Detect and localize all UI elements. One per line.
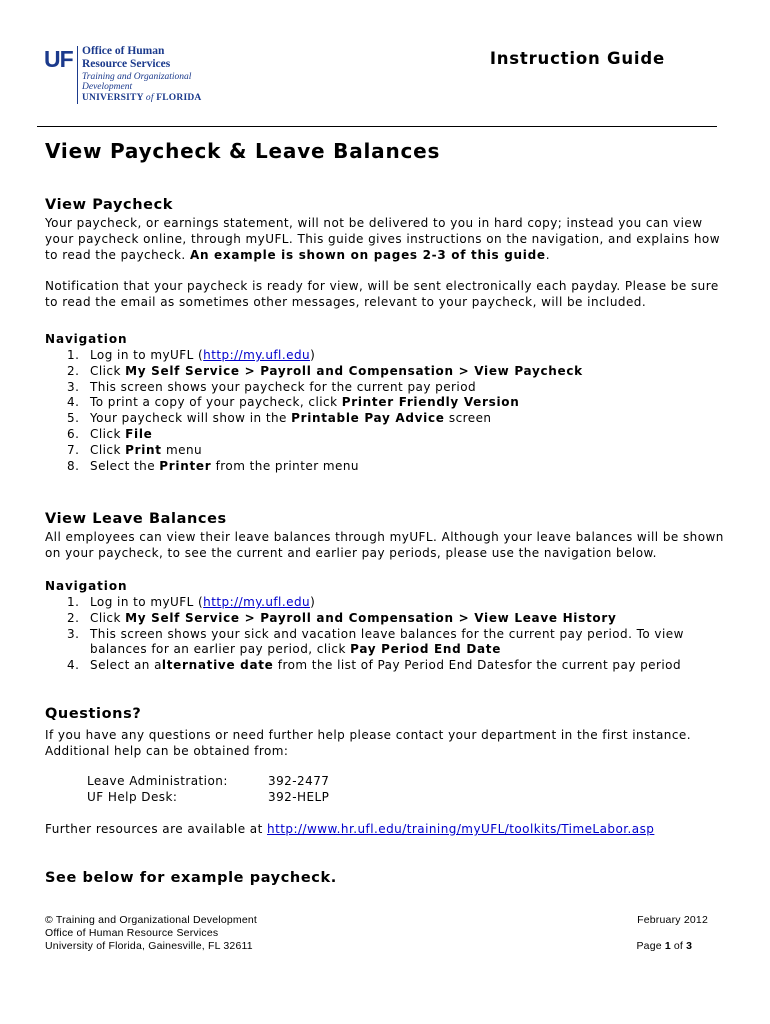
list-item: 2. Click My Self Service > Payroll and Compensation > View Paycheck [67, 363, 583, 378]
logo-line-resource: Resource Services [82, 58, 171, 70]
list-item: 2. Click My Self Service > Payroll and Compensation > View Leave History [67, 610, 617, 625]
uf-hr-logo [44, 44, 202, 106]
list-item: 5. Your paycheck will show in the Printable Pay Advice screen [67, 411, 492, 426]
footer-address: © Training and Organizational Development Office of Human Resource Services University of Florida, Gainesville, FL 32611 [45, 914, 258, 953]
list-item: 4. To print a copy of your paycheck, click Printer Friendly Version [67, 395, 520, 410]
list-item: 6. Click File [67, 426, 153, 441]
list-item: 1. Log in to myUFL (http://my.ufl.edu) [67, 348, 316, 362]
header-divider [37, 126, 717, 127]
list-item: 3. This screen shows your sick and vacation leave balances for the current pay period. To view balances for an earlier pay period, click Pay Period End Date [67, 626, 684, 657]
contact-name-leave-admin: Leave Administration: [87, 774, 228, 788]
myufl-link[interactable]: http://my.ufl.edu [203, 595, 311, 609]
logo-divider [77, 46, 78, 104]
logo-line-development: Development [82, 82, 133, 92]
contact-value-leave-admin: 392-2477 [268, 774, 330, 788]
leave-intro-paragraph: All employees can view their leave balances through myUFL. Although your leave balances will be shown on your paycheck, to see the current and earlier pay periods, please use the navigation below. [45, 530, 724, 560]
paycheck-steps-list [45, 348, 583, 474]
notification-paragraph: Notification that your paycheck is ready for view, will be sent electronically each payday. Please be sure to read the email as sometimes other messages, relevant to your paycheck, will be included. [45, 279, 719, 309]
paycheck-intro-paragraph: Your paycheck, or earnings statement, will not be delivered to you in hard copy; instead you can view your paycheck online, through myUFL. This guide gives instructions on the navigation, and explains how to read the paycheck. An example is shown on pages 2-3 of this guide. [45, 216, 720, 262]
see-below-note: See below for example paycheck. [45, 870, 337, 886]
list-item: 8. Select the Printer from the printer menu [67, 458, 359, 473]
list-item: 3. This screen shows your paycheck for the current pay period [67, 379, 477, 394]
list-item: 1. Log in to myUFL (http://my.ufl.edu) [67, 595, 316, 609]
section-heading-view-paycheck: View Paycheck [45, 197, 174, 213]
logo-line-office: Office of Human [82, 45, 165, 57]
myufl-link[interactable]: http://my.ufl.edu [203, 348, 311, 362]
questions-paragraph: If you have any questions or need further help please contact your department in the first instance. Additional help can be obtained from: [45, 728, 691, 758]
contact-value-help-desk: 392-HELP [268, 790, 330, 804]
timelabor-toolkit-link[interactable]: http://www.hr.ufl.edu/training/myUFL/toolkits/TimeLabor.asp [267, 822, 655, 836]
section-heading-questions: Questions? [45, 706, 142, 722]
page-title: View Paycheck & Leave Balances [45, 139, 441, 163]
logo-line-university: UNIVERSITY of FLORIDA [82, 93, 202, 103]
uf-monogram: UF [44, 46, 73, 72]
leave-steps-list [45, 595, 684, 674]
further-resources-line: Further resources are available at http://www.hr.ufl.edu/training/myUFL/toolkits/TimeLabor.asp [45, 822, 655, 836]
leave-navigation-label: Navigation [45, 579, 128, 593]
paycheck-navigation-label: Navigation [45, 332, 128, 346]
page-number: Page 1 of 3 [636, 940, 692, 952]
logo-line-training: Training and Organizational [82, 72, 192, 82]
section-heading-view-leave-balances: View Leave Balances [45, 511, 227, 527]
contact-name-help-desk: UF Help Desk: [87, 790, 178, 804]
list-item: 7. Click Print menu [67, 442, 203, 457]
list-item: 4. Select an alternative date from the list of Pay Period End Datesfor the current pay period [67, 658, 682, 673]
footer-date: February 2012 [637, 914, 708, 926]
instruction-guide-label: Instruction Guide [489, 49, 665, 68]
